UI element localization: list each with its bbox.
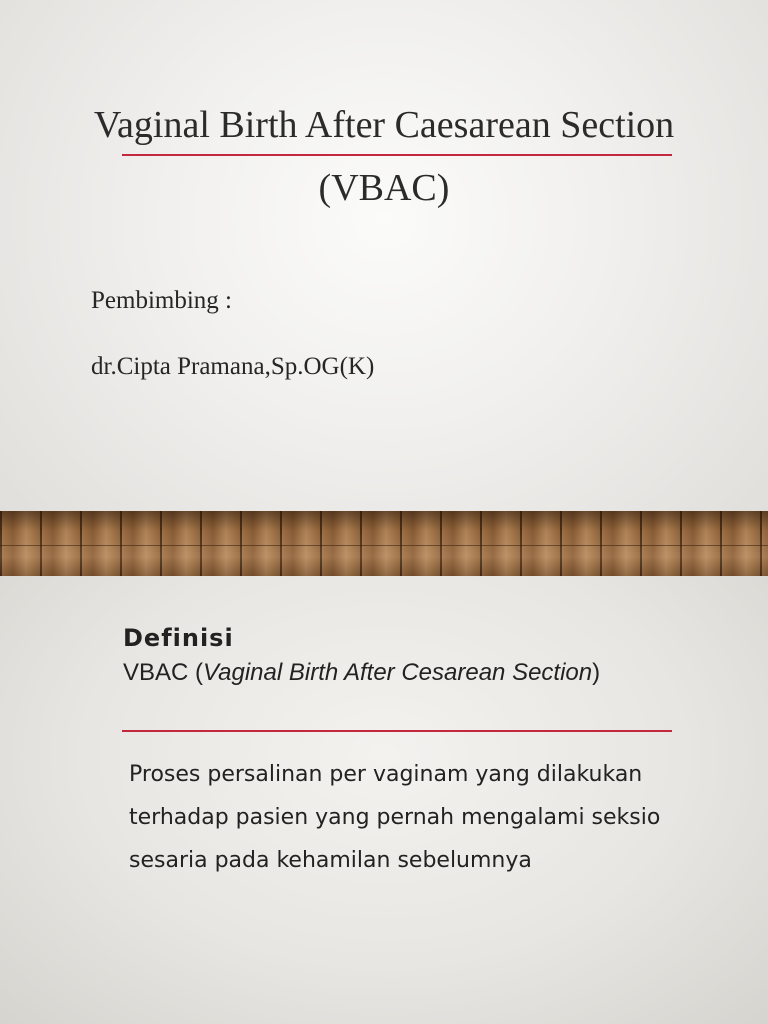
definition-accent-rule bbox=[122, 730, 672, 732]
title-line-2: (VBAC) bbox=[318, 167, 450, 209]
title-line-1: Vaginal Birth After Caesarean Section bbox=[93, 104, 675, 146]
subheading-suffix: ) bbox=[592, 659, 601, 686]
advisor-name: dr.Cipta Pramana,Sp.OG(K) bbox=[91, 353, 375, 380]
title-accent-rule bbox=[122, 154, 672, 156]
advisor-label: Pembimbing : bbox=[91, 287, 232, 314]
definition-heading: Definisi bbox=[123, 624, 234, 652]
subheading-prefix: VBAC ( bbox=[123, 659, 204, 686]
subheading-italic: Vaginal Birth After Cesarean Section bbox=[203, 659, 593, 686]
definition-subheading bbox=[123, 657, 600, 689]
wood-floor-shading bbox=[0, 511, 768, 576]
slide-definition bbox=[0, 576, 768, 1024]
wood-floor-seam bbox=[0, 545, 768, 546]
slide-title-heading bbox=[20, 101, 748, 212]
definition-body: Proses persalinan per vaginam yang dilakukan terhadap pasien yang pernah mengalami seksio sesaria pada kehamilan sebelumnya bbox=[129, 762, 661, 873]
